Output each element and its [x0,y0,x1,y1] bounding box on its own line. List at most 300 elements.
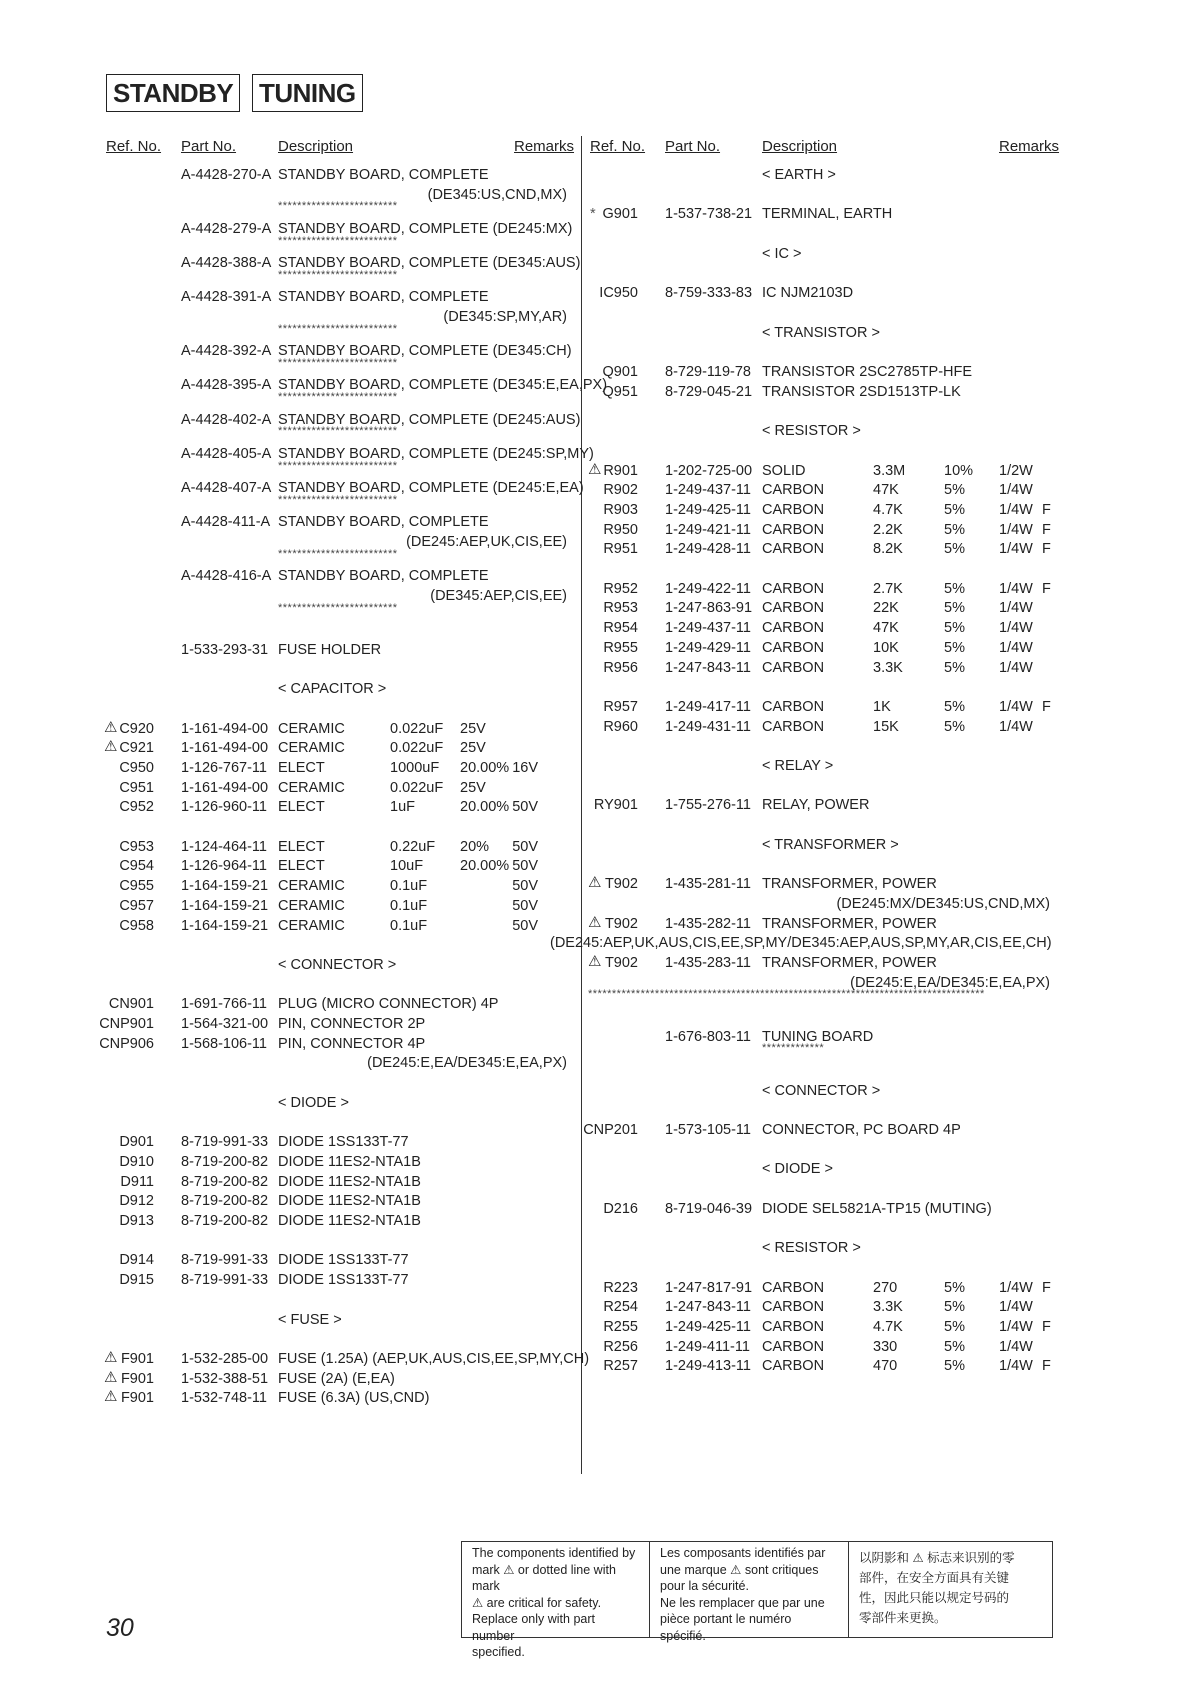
star-mark-icon: * [590,206,596,223]
description: CARBON [762,482,825,499]
description: < RESISTOR > [762,423,861,440]
description: PLUG (MICRO CONNECTOR) 4P [278,996,499,1013]
spec-flag: F [1042,1358,1051,1375]
spec-value: 22K [873,600,899,617]
ref-number: D914 [119,1252,154,1269]
separator-stars: ************************* [278,322,398,335]
part-number: A-4428-388-A [181,255,272,272]
notice-line: pièce portant le numéro spécifié. [660,1612,792,1643]
warning-icon: ⚠ [588,460,602,478]
part-number: 1-249-437-11 [665,620,751,637]
spec-tolerance: 25V [460,779,486,796]
spec-tolerance: 5% [944,718,965,735]
spec-rating: 1/4W [999,600,1033,617]
part-number: 8-719-991-33 [181,1134,269,1151]
ref-number: CNP906 [99,1035,154,1052]
separator-stars: ************************* [278,601,398,614]
ref-number: C952 [119,799,154,816]
part-number: 8-719-991-33 [181,1272,269,1289]
ref-number: D912 [119,1193,154,1210]
ref-number: R902 [603,482,638,499]
description: STANDBY BOARD, COMPLETE [278,167,489,183]
separator-stars: ************************* [278,547,398,560]
spec-value: 330 [873,1338,898,1355]
spec-tolerance: 5% [944,501,965,518]
part-number: 8-719-991-33 [181,1252,269,1269]
description: CERAMIC [278,897,345,914]
spec-value: 0.1uF [390,878,428,895]
spec-rating: 1/4W [999,580,1033,597]
ref-number: C921 [119,740,154,757]
remarks: (DE245:E,EA/DE345:E,EA,PX) [850,974,1050,991]
part-number: 8-729-045-21 [665,383,753,400]
description: < IC > [762,245,802,262]
spec-value: 4.7K [873,501,903,518]
spec-rating: 16V [512,759,538,776]
spec-value: 4.7K [873,1318,903,1335]
ref-number: C955 [119,878,154,895]
description: STANDBY BOARD, COMPLETE [278,568,489,585]
part-number: 8-719-200-82 [181,1193,269,1210]
part-number: 8-719-200-82 [181,1173,269,1190]
part-number: 1-249-425-11 [665,501,751,518]
notice-line: 部件，在安全方面具有关键 [859,1571,1010,1585]
spec-value: 0.022uF [390,779,444,796]
spec-value: 3.3K [873,1299,903,1316]
spec-flag: F [1042,541,1051,558]
header-remarks-left: Remarks [514,138,575,155]
spec-value: 10uF [390,858,424,875]
spec-tolerance: 20.00% [460,759,510,776]
description: TRANSFORMER, POWER [762,876,937,893]
part-number: 1-126-767-11 [181,759,267,776]
ref-number: R223 [603,1279,638,1296]
ref-number: D911 [120,1173,154,1190]
spec-rating: 1/4W [999,1318,1033,1335]
separator-stars: ************************* [278,425,398,438]
ref-number: CNP201 [583,1121,638,1138]
description: CERAMIC [278,740,345,757]
description: DIODE 11ES2-NTA1B [278,1193,421,1210]
description: CARBON [762,600,825,617]
header-ref-left: Ref. No. [106,138,162,155]
description: STANDBY BOARD, COMPLETE (DE245:AUS) [278,411,581,428]
description: TUNING BOARD [762,1028,874,1045]
warning-icon: ⚠ [104,1388,118,1406]
description: < TRANSFORMER > [762,836,899,853]
warning-icon: ⚠ [104,1348,118,1366]
ref-number: T902 [604,876,638,893]
part-number: 1-164-159-21 [181,897,269,914]
description: DIODE 11ES2-NTA1B [278,1153,421,1170]
description: STANDBY BOARD, COMPLETE (DE245:SP,MY) [278,445,594,462]
part-number: A-4428-395-A [181,377,272,394]
spec-tolerance: 5% [944,482,965,499]
part-number: 1-249-431-11 [665,718,751,735]
description: CARBON [762,521,825,538]
part-number: 1-126-964-11 [181,858,267,875]
description: CERAMIC [278,720,345,737]
description: TRANSISTOR 2SC2785TP-HFE [762,364,973,380]
part-number: A-4428-270-A [181,167,272,183]
part-number: 1-676-803-11 [665,1028,751,1045]
remarks: (DE345:AEP,CIS,EE) [430,587,567,604]
separator-stars: *********************************************************************************** [588,988,985,1001]
description: STANDBY BOARD, COMPLETE (DE245:E,EA) [278,480,584,496]
description: ELECT [278,759,325,776]
spec-value: 3.3M [873,462,906,479]
ref-number: RY901 [593,797,638,814]
spec-tolerance: 10% [944,462,974,479]
spec-rating: 1/4W [999,1338,1033,1355]
separator-stars: ************************* [278,268,398,281]
part-number: 8-759-333-83 [665,285,753,302]
spec-flag: F [1042,698,1051,715]
part-number: 1-755-276-11 [665,797,751,814]
part-number: 1-247-843-11 [665,659,751,676]
spec-rating: 1/2W [999,462,1033,479]
separator-stars: ************************* [278,356,398,369]
notice-line: Les composants identifiés par [660,1546,826,1560]
spec-flag: F [1042,580,1051,597]
ref-number: R953 [603,600,638,617]
description: STANDBY BOARD, COMPLETE (DE345:AUS) [278,255,581,272]
part-number: 1-249-411-11 [665,1338,750,1355]
ref-number: IC950 [599,285,638,302]
spec-flag: F [1042,1279,1051,1296]
warning-icon: ⚠ [588,953,602,970]
notice-chinese [849,1542,1039,1637]
description: < CAPACITOR > [278,681,387,698]
part-number: 1-126-960-11 [181,799,267,816]
part-number: A-4428-411-A [181,514,271,531]
part-number: 8-719-046-39 [665,1200,753,1217]
notice-english [462,1542,650,1659]
ref-number: F901 [120,1370,154,1387]
part-number: 1-249-437-11 [665,482,751,499]
ref-number: R257 [603,1358,638,1375]
description: FUSE HOLDER [278,641,382,658]
part-number: A-4428-391-A [181,289,272,306]
ref-number: T902 [604,915,638,932]
description: FUSE (2A) (E,EA) [278,1370,395,1387]
remarks: (DE345:SP,MY,AR) [443,309,567,325]
description: CARBON [762,1338,825,1355]
part-number: 1-249-425-11 [665,1318,751,1335]
ref-number: D913 [119,1213,154,1229]
description: ELECT [278,858,325,875]
description: CARBON [762,698,825,715]
part-number: A-4428-402-A [181,411,272,428]
notice-french [650,1542,849,1643]
part-number: 8-729-119-78 [665,364,751,380]
description: DIODE 11ES2-NTA1B [278,1173,421,1190]
spec-value: 15K [873,718,899,735]
description: ELECT [278,799,325,816]
header-desc-right: Description [762,138,838,155]
spec-value: 3.3K [873,659,903,676]
warning-icon: ⚠ [588,874,602,892]
spec-rating: 50V [512,897,538,914]
part-number: 1-249-417-11 [665,698,751,715]
remarks: (DE245:MX/DE345:US,CND,MX) [836,895,1050,912]
spec-tolerance: 25V [460,720,486,737]
header-ref-right: Ref. No. [590,138,646,155]
ref-number: CNP901 [99,1016,154,1032]
part-number: 8-719-200-82 [181,1153,269,1170]
ref-number: R955 [603,639,638,656]
spec-value: 0.1uF [390,897,428,914]
ref-number: R952 [603,580,638,597]
part-number: 1-435-282-11 [665,915,751,932]
spec-rating: 1/4W [999,620,1033,637]
spec-tolerance: 5% [944,1358,965,1375]
spec-tolerance: 5% [944,1279,965,1296]
part-number: 1-249-413-11 [665,1358,751,1375]
title-tuning: TUNING [252,74,363,112]
header-desc-left: Description [278,138,354,155]
spec-rating: 50V [512,858,538,875]
spec-value: 8.2K [873,541,903,558]
spec-value: 1000uF [390,759,440,776]
part-number: 1-249-428-11 [665,541,751,558]
ref-number: G901 [602,206,638,223]
description: TRANSISTOR 2SD1513TP-LK [762,383,961,400]
ref-number: T902 [604,955,638,971]
description: TERMINAL, EARTH [762,206,893,223]
ref-number: C957 [119,897,154,914]
notice-line: une marque ⚠ sont critiques [660,1562,819,1577]
part-number: 1-537-738-21 [665,206,753,223]
ref-number: D901 [119,1134,154,1151]
spec-value: 1K [873,698,891,715]
spec-value: 270 [873,1279,898,1296]
description: IC NJM2103D [762,285,854,302]
spec-rating: 50V [512,838,538,855]
ref-number: Q901 [602,364,638,380]
spec-value: 47K [873,620,899,637]
description: CARBON [762,541,825,558]
description: PIN, CONNECTOR 2P [278,1016,426,1032]
part-number: 1-249-421-11 [665,521,751,538]
description: DIODE 1SS133T-77 [278,1252,409,1269]
separator-stars: ************************* [278,459,398,472]
spec-rating: 1/4W [999,639,1033,656]
description: < TRANSISTOR > [762,324,880,341]
part-number: 1-247-817-91 [665,1279,753,1296]
ref-number: Q951 [602,383,638,400]
remarks: (DE245:AEP,UK,AUS,CIS,EE,SP,MY/DE345:AEP,AUS,SP,MY,AR,CIS,EE,CH) [550,935,1052,952]
description: < FUSE > [278,1311,342,1328]
part-number: 1-532-748-11 [181,1390,267,1407]
spec-flag: F [1042,521,1051,538]
notice-line: mark ⚠ or dotted line with mark [472,1562,616,1593]
description: CARBON [762,1299,825,1316]
warning-icon: ⚠ [104,738,118,756]
description: DIODE 11ES2-NTA1B [278,1213,421,1229]
description: CARBON [762,620,825,637]
warning-icon: ⚠ [588,913,602,931]
ref-number: R255 [603,1318,638,1335]
notice-line: The components identified by [472,1546,636,1560]
description: TRANSFORMER, POWER [762,955,937,971]
spec-rating: 1/4W [999,1299,1033,1316]
description: FUSE (6.3A) (US,CND) [278,1390,430,1407]
part-number: 1-532-285-00 [181,1350,269,1367]
ref-number: R954 [603,620,638,637]
part-number: 1-247-843-11 [665,1299,751,1316]
safety-notice [461,1541,1053,1659]
part-number: A-4428-407-A [181,480,272,496]
part-number: 1-435-283-11 [665,955,751,971]
ref-number: R957 [603,698,638,715]
ref-number: R256 [603,1338,638,1355]
description: STANDBY BOARD, COMPLETE (DE345:CH) [278,343,572,360]
notice-line: 零部件来更换。 [859,1611,947,1625]
description: CERAMIC [278,878,345,895]
spec-value: 470 [873,1358,898,1375]
spec-rating: 1/4W [999,482,1033,499]
spec-tolerance: 20.00% [460,858,510,875]
header-part-left: Part No. [181,138,237,155]
spec-tolerance: 5% [944,1338,965,1355]
description: < RESISTOR > [762,1240,861,1257]
ref-number: F901 [120,1350,154,1367]
header-remarks-right: Remarks [999,138,1060,155]
ref-number: R950 [603,521,638,538]
spec-value: 0.022uF [390,720,444,737]
part-number: 8-719-200-82 [181,1213,269,1229]
part-number: 1-202-725-00 [665,462,753,479]
spec-rating: 50V [512,799,538,816]
part-number: 1-532-388-51 [181,1370,269,1387]
description: < RELAY > [762,758,834,774]
part-number: 1-435-281-11 [665,876,751,893]
spec-tolerance: 5% [944,541,965,558]
description: SOLID [762,462,806,479]
description: ELECT [278,838,325,855]
description: PIN, CONNECTOR 4P [278,1035,426,1052]
remarks: (DE345:US,CND,MX) [427,186,567,203]
part-number: A-4428-405-A [181,445,272,462]
description: STANDBY BOARD, COMPLETE (DE345:E,EA,PX) [278,377,608,394]
part-number: 1-573-105-11 [665,1121,751,1138]
description: TRANSFORMER, POWER [762,915,937,932]
header-part-right: Part No. [665,138,721,155]
spec-value: 1uF [390,799,415,816]
ref-number: C958 [119,917,154,934]
spec-value: 0.1uF [390,917,428,934]
spec-value: 10K [873,639,899,656]
spec-tolerance: 5% [944,521,965,538]
part-number: 1-533-293-31 [181,641,269,658]
description: STANDBY BOARD, COMPLETE [278,289,489,306]
ref-number: F901 [120,1390,154,1407]
spec-tolerance: 25V [460,740,486,757]
description: DIODE SEL5821A-TP15 (MUTING) [762,1200,992,1217]
description: CARBON [762,718,825,735]
spec-tolerance: 20.00% [460,799,510,816]
description: RELAY, POWER [762,797,870,814]
spec-rating: 50V [512,917,538,934]
part-number: A-4428-392-A [181,343,272,360]
ref-number: R901 [603,462,638,479]
spec-tolerance: 5% [944,1299,965,1316]
description: < EARTH > [762,167,836,183]
notice-line: specified. [472,1645,525,1659]
spec-tolerance: 5% [944,1318,965,1335]
ref-number: C951 [119,779,154,796]
ref-number: R951 [603,541,638,558]
spec-value: 2.2K [873,521,903,538]
description: CARBON [762,1318,825,1335]
ref-number: R903 [603,501,638,518]
remarks: (DE245:E,EA/DE345:E,EA,PX) [367,1055,567,1072]
ref-number: C953 [119,838,154,855]
spec-rating: 50V [512,878,538,895]
description: DIODE 1SS133T-77 [278,1272,409,1289]
description: CARBON [762,1279,825,1296]
part-number: 1-249-422-11 [665,580,751,597]
spec-rating: 1/4W [999,698,1033,715]
page-number: 30 [106,1614,134,1642]
description: < DIODE > [762,1161,833,1178]
part-number: A-4428-279-A [181,220,272,237]
ref-number: C954 [119,858,154,875]
part-number: 1-161-494-00 [181,720,269,737]
notice-line: pour la sécurité. [660,1579,749,1593]
ref-number: D216 [603,1200,638,1217]
remarks: (DE245:AEP,UK,CIS,EE) [406,533,567,550]
description: DIODE 1SS133T-77 [278,1134,409,1151]
warning-icon: ⚠ [104,718,118,736]
part-number: 1-564-321-00 [181,1016,269,1032]
spec-value: 47K [873,482,899,499]
spec-tolerance: 5% [944,698,965,715]
part-number: 1-164-159-21 [181,917,269,934]
part-number: 1-568-106-11 [181,1035,267,1052]
part-number: 1-164-159-21 [181,878,269,895]
description: STANDBY BOARD, COMPLETE [278,514,489,531]
warning-icon: ⚠ [104,1368,118,1386]
description: < DIODE > [278,1094,349,1111]
description: STANDBY BOARD, COMPLETE (DE245:MX) [278,220,573,237]
part-number: 1-249-429-11 [665,639,751,656]
ref-number: CN901 [108,996,154,1013]
separator-stars: ************************* [278,493,398,506]
separator-stars: ************************* [278,234,398,247]
spec-rating: 1/4W [999,718,1033,735]
description: CARBON [762,580,825,597]
spec-value: 2.7K [873,580,903,597]
spec-rating: 1/4W [999,501,1033,518]
ref-number: D910 [119,1153,154,1170]
description: CARBON [762,501,825,518]
notice-line: Replace only with part number [472,1612,595,1643]
part-number: 1-691-766-11 [181,996,267,1013]
spec-flag: F [1042,1318,1051,1335]
ref-number: R254 [603,1299,638,1316]
separator-stars: ************************* [278,200,398,213]
description: CERAMIC [278,779,345,796]
description: CARBON [762,659,825,676]
ref-number: C920 [119,720,154,737]
description: CONNECTOR, PC BOARD 4P [762,1121,961,1138]
part-number: 1-124-464-11 [181,838,267,855]
part-number: 1-247-863-91 [665,600,753,617]
description: FUSE (1.25A) (AEP,UK,AUS,CIS,EE,SP,MY,CH) [278,1350,590,1367]
spec-rating: 1/4W [999,1279,1033,1296]
